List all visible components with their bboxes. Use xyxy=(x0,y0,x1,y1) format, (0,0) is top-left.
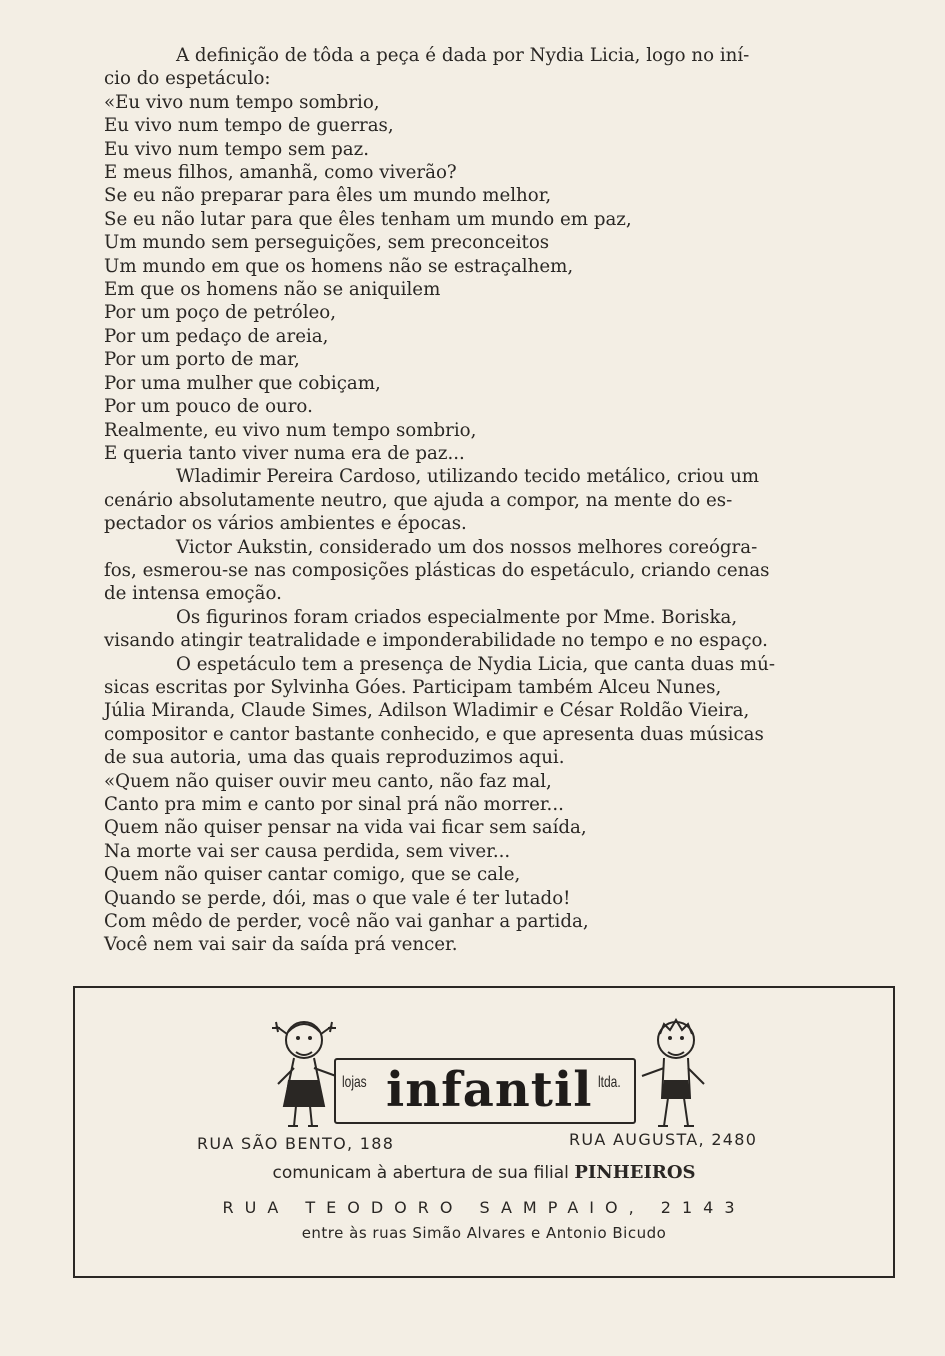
poem-line: E queria tanto viver numa era de paz... xyxy=(104,442,465,464)
cross-streets: entre às ruas Simão Alvares e Antonio Bicudo xyxy=(301,1224,667,1242)
poem-line: Por uma mulher que cobiçam, xyxy=(104,372,381,394)
announcement-text: comunicam à abertura de sua filial xyxy=(272,1163,569,1183)
branch-name: PINHEIROS xyxy=(574,1162,696,1183)
text-line: cenário absolutamente neutro, que ajuda a compor, na mente do es- xyxy=(104,489,733,511)
advertisement-box xyxy=(73,986,895,1278)
text-line: visando atingir teatralidade e imponderabilidade no tempo e no espaço. xyxy=(104,630,768,652)
text-line: sicas escritas por Sylvinha Góes. Participam também Alceu Nunes, xyxy=(104,676,722,698)
store-logo xyxy=(270,1010,710,1130)
lyric-line: Na morte vai ser causa perdida, sem viver... xyxy=(104,840,511,862)
poem-line: Por um pedaço de areia, xyxy=(104,325,329,347)
text-line: Wladimir Pereira Cardoso, utilizando tecido metálico, criou um xyxy=(176,466,760,488)
text-line: de intensa emoção. xyxy=(104,583,282,605)
branch-announcement xyxy=(75,1162,893,1183)
text-line: Victor Aukstin, considerado um dos nossos melhores coreógra- xyxy=(176,536,758,558)
logo-prefix: lojas xyxy=(342,1074,367,1091)
text-line: cio do espetáculo: xyxy=(104,68,271,90)
lyric-line: Quem não quiser cantar comigo, que se cale, xyxy=(104,864,521,886)
logo-suffix: ltda. xyxy=(598,1074,621,1091)
poem-line: Eu vivo num tempo de guerras, xyxy=(104,115,394,137)
store-address-1: RUA SÃO BENTO, 188 xyxy=(197,1134,395,1153)
poem-sombrio xyxy=(104,91,846,466)
lyric-line: Canto pra mim e canto por sinal prá não morrer... xyxy=(104,794,564,815)
figurinos-paragraph xyxy=(104,606,846,653)
poem-line: Por um pouco de ouro. xyxy=(104,396,313,418)
text-line: fos, esmerou-se nas composições plásticas do espetáculo, criando cenas xyxy=(104,559,770,581)
text-line: O espetáculo tem a presença de Nydia Licia, que canta duas mú- xyxy=(176,653,775,675)
text-line: Os figurinos foram criados especialmente por Mme. Boriska, xyxy=(176,606,738,628)
logo-name: infantil xyxy=(386,1062,593,1118)
logo-banner xyxy=(334,1058,636,1124)
poem-line: Se eu não preparar para êles um mundo melhor, xyxy=(104,185,552,207)
text-line: de sua autoria, uma das quais reproduzimos aqui. xyxy=(104,747,565,769)
lyric-line: Com mêdo de perder, você não vai ganhar a partida, xyxy=(104,911,589,933)
intro-paragraph xyxy=(104,44,846,91)
poem-line: Um mundo em que os homens não se estraçalhem, xyxy=(104,255,574,277)
poem-line: Se eu não lutar para que êles tenham um mundo em paz, xyxy=(104,208,632,230)
poem-line: Por um poço de petróleo, xyxy=(104,302,337,324)
branch-address: RUA TEODORO SAMPAIO, 2143 xyxy=(222,1198,746,1217)
article-text xyxy=(104,44,846,957)
lyric-line: Quem não quiser pensar na vida vai ficar sem saída, xyxy=(104,817,587,839)
poem-line: E meus filhos, amanhã, como viverão? xyxy=(104,162,457,184)
poem-line: «Eu vivo num tempo sombrio, xyxy=(104,91,380,113)
lyric-line: «Quem não quiser ouvir meu canto, não faz mal, xyxy=(104,770,552,792)
text-line: A definição de tôda a peça é dada por Nydia Licia, logo no iní- xyxy=(176,45,750,66)
lyric-line: Você nem vai sair da saída prá vencer. xyxy=(104,934,458,956)
text-line: compositor e cantor bastante conhecido, e que apresenta duas músicas xyxy=(104,723,764,745)
store-address-2: RUA AUGUSTA, 2480 xyxy=(569,1130,758,1149)
poem-line: Realmente, eu vivo num tempo sombrio, xyxy=(104,419,477,441)
coreografia-paragraph xyxy=(104,536,846,606)
cenario-paragraph xyxy=(104,465,846,535)
poem-line: Um mundo sem perseguições, sem preconceitos xyxy=(104,232,550,254)
song-lyrics xyxy=(104,770,846,957)
lyric-line: Quando se perde, dói, mas o que vale é ter lutado! xyxy=(104,887,571,909)
text-line: Júlia Miranda, Claude Simes, Adilson Wladimir e César Roldão Vieira, xyxy=(104,700,750,722)
poem-line: Eu vivo num tempo sem paz. xyxy=(104,138,369,160)
poem-line: Por um porto de mar, xyxy=(104,349,300,371)
poem-line: Em que os homens não se aniquilem xyxy=(104,279,441,301)
text-line: pectador os vários ambientes e épocas. xyxy=(104,513,467,535)
elenco-paragraph xyxy=(104,653,846,770)
